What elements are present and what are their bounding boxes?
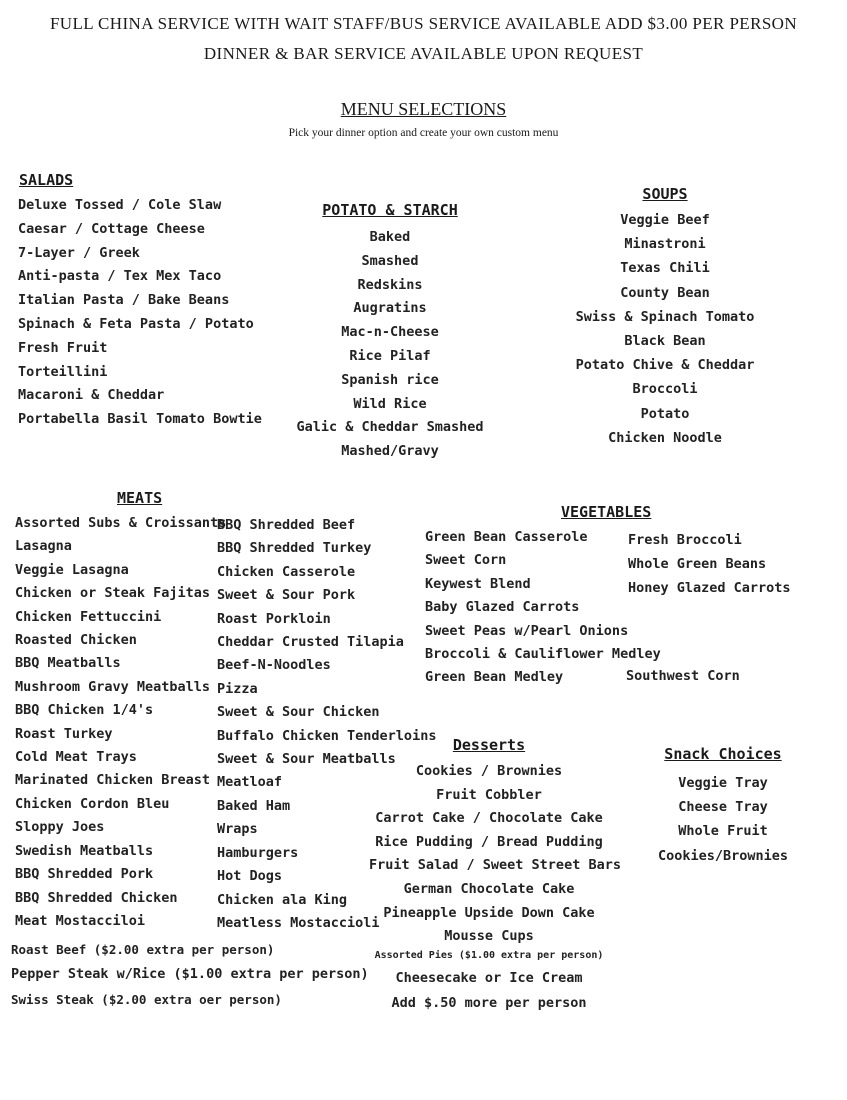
list-item: Cheese Tray <box>678 799 768 816</box>
list-item: Wraps <box>217 821 258 838</box>
list-item: Roast Beef ($2.00 extra per person) <box>11 942 275 957</box>
list-item: BBQ Shredded Pork <box>15 866 154 883</box>
list-item: Veggie Tray <box>678 775 768 791</box>
list-item: Meatless Mostaccioli <box>217 914 380 931</box>
list-item: Broccoli <box>632 381 698 398</box>
list-item: Chicken Fettuccini <box>15 608 162 625</box>
list-item: 7-Layer / Greek <box>18 244 140 261</box>
list-item: Fruit Cobbler <box>436 786 542 803</box>
list-item: Swiss & Spinach Tomato <box>575 308 755 325</box>
list-item: Green Bean Medley <box>425 669 564 686</box>
list-item: Redskins <box>357 276 423 293</box>
list-item: Cheddar Crusted Tilapia <box>217 634 404 651</box>
list-item: Fruit Salad / Sweet Street Bars <box>369 857 621 874</box>
menu-title: MENU SELECTIONS <box>340 99 507 119</box>
list-item: Buffalo Chicken Tenderloins <box>217 727 437 744</box>
vegetables-list-col-2 <box>628 528 791 600</box>
list-item: Swiss Steak ($2.00 extra oer person) <box>11 992 282 1007</box>
list-item: Spanish rice <box>341 371 439 388</box>
list-item: Italian Pasta / Bake Beans <box>18 292 230 309</box>
potato-list <box>290 226 490 464</box>
meats-list-col-1 <box>15 512 226 933</box>
list-item: Potato Chive & Cheddar <box>575 357 755 374</box>
list-item: Chicken Casserole <box>217 563 356 580</box>
list-item: Chicken or Steak Fajitas <box>15 585 211 602</box>
list-item: Mac-n-Cheese <box>341 324 439 341</box>
list-item: Sloppy Joes <box>15 819 105 836</box>
list-item: Green Bean Casserole <box>425 529 588 545</box>
list-item: Marinated Chicken Breast <box>15 772 211 789</box>
list-item: Chicken Noodle <box>608 429 722 446</box>
list-item: Carrot Cake / Chocolate Cake <box>375 810 603 827</box>
potato-heading: POTATO & STARCH <box>322 201 458 219</box>
list-item: Hot Dogs <box>217 868 283 885</box>
list-item: Fresh Broccoli <box>628 532 742 548</box>
list-item: Sweet & Sour Meatballs <box>217 751 396 768</box>
desserts-add-price: Add $.50 more per person <box>391 995 587 1011</box>
list-item: Rice Pudding / Bread Pudding <box>375 833 603 850</box>
list-item: Baby Glazed Carrots <box>425 599 580 616</box>
soups-list <box>565 208 765 450</box>
list-item: Sweet & Sour Pork <box>217 587 356 604</box>
list-item: Cookies / Brownies <box>415 763 563 779</box>
list-item: BBQ Meatballs <box>15 655 121 672</box>
list-item: Rice Pilaf <box>349 347 431 364</box>
list-item: Baked <box>369 229 411 245</box>
list-item: Cookies/Brownies <box>657 847 789 864</box>
list-item: Pizza <box>217 680 258 697</box>
snacks-heading: Snack Choices <box>664 745 782 763</box>
list-item: Veggie Beef <box>620 212 710 228</box>
list-item: Macaroni & Cheddar <box>18 387 165 404</box>
list-item: Deluxe Tossed / Cole Slaw <box>18 197 222 213</box>
list-item: Broccoli & Cauliflower Medley <box>425 646 661 663</box>
header-line-1: FULL CHINA SERVICE WITH WAIT STAFF/BUS SERVICE AVAILABLE ADD $3.00 PER PERSON <box>49 14 798 33</box>
list-item: Black Bean <box>624 333 706 350</box>
list-item: Texas Chili <box>620 260 710 277</box>
list-item: Whole Green Beans <box>628 556 767 572</box>
soups-heading: SOUPS <box>642 185 688 203</box>
desserts-heading: Desserts <box>452 736 526 754</box>
list-item: Pineapple Upside Down Cake <box>383 904 595 921</box>
list-item: Mashed/Gravy <box>341 443 439 460</box>
list-item: Minastroni <box>624 236 706 253</box>
list-item: German Chocolate Cake <box>403 880 575 897</box>
list-item: Galic & Cheddar Smashed <box>296 419 484 436</box>
list-item: Fresh Fruit <box>18 339 108 356</box>
salads-list <box>18 194 262 432</box>
list-item: Veggie Lasagna <box>15 561 129 578</box>
vegetables-heading: VEGETABLES <box>561 503 652 521</box>
list-item: Baked Ham <box>217 797 291 814</box>
list-item: Pepper Steak w/Rice ($1.00 extra per person) <box>11 966 369 982</box>
desserts-pies: Assorted Pies ($1.00 extra per person) <box>374 950 604 961</box>
list-item: Roast Turkey <box>15 725 113 742</box>
list-item: Meatloaf <box>217 774 283 791</box>
list-item: Mushroom Gravy Meatballs <box>15 678 211 695</box>
list-item: Sweet Peas w/Pearl Onions <box>425 622 629 639</box>
meats-extras <box>11 937 369 1012</box>
vegetables-list-col-1 <box>425 526 661 690</box>
list-item: BBQ Shredded Chicken <box>15 889 178 906</box>
list-item: BBQ Chicken 1/4's <box>15 702 154 719</box>
vegetables-southwest-corn: Southwest Corn <box>626 668 740 684</box>
meats-heading: MEATS <box>117 489 163 507</box>
list-item: Meat Mostacciloi <box>15 912 146 929</box>
list-item: Chicken ala King <box>217 891 348 908</box>
list-item: Spinach & Feta Pasta / Potato <box>18 315 254 332</box>
list-item: Roasted Chicken <box>15 632 137 649</box>
list-item: Torteillini <box>18 363 108 380</box>
list-item: Smashed <box>361 252 419 269</box>
list-item: County Bean <box>620 284 710 301</box>
header-line-2: DINNER & BAR SERVICE AVAILABLE UPON REQUEST <box>203 44 644 63</box>
list-item: Swedish Meatballs <box>15 842 154 859</box>
salads-heading: SALADS <box>19 171 74 189</box>
list-item: Chicken Cordon Bleu <box>15 795 170 812</box>
list-item: Sweet Corn <box>425 552 507 569</box>
list-item: Assorted Subs & Croissants <box>15 515 227 531</box>
list-item: Hamburgers <box>217 844 299 861</box>
snacks-list <box>648 771 798 868</box>
list-item: Honey Glazed Carrots <box>628 580 791 596</box>
list-item: Beef-N-Noodles <box>217 657 331 674</box>
list-item: Augratins <box>353 300 427 317</box>
list-item: Caesar / Cottage Cheese <box>18 220 205 237</box>
list-item: Lasagna <box>15 538 72 555</box>
list-item: Wild Rice <box>353 395 427 412</box>
list-item: Cold Meat Trays <box>15 749 137 766</box>
list-item: Potato <box>640 405 690 422</box>
list-item: Roast Porkloin <box>217 610 331 627</box>
list-item: Keywest Blend <box>425 575 531 592</box>
list-item: BBQ Shredded Beef <box>217 517 356 533</box>
desserts-cheesecake: Cheesecake or Ice Cream <box>395 970 583 986</box>
list-item: Sweet & Sour Chicken <box>217 704 380 721</box>
menu-subtitle: Pick your dinner option and create your own custom menu <box>288 127 559 139</box>
list-item: Mousse Cups <box>444 928 534 945</box>
list-item: Anti-pasta / Tex Mex Taco <box>18 268 222 285</box>
list-item: Whole Fruit <box>678 823 768 840</box>
list-item: BBQ Shredded Turkey <box>217 540 372 557</box>
desserts-list <box>369 760 621 949</box>
list-item: Portabella Basil Tomato Bowtie <box>18 411 262 428</box>
